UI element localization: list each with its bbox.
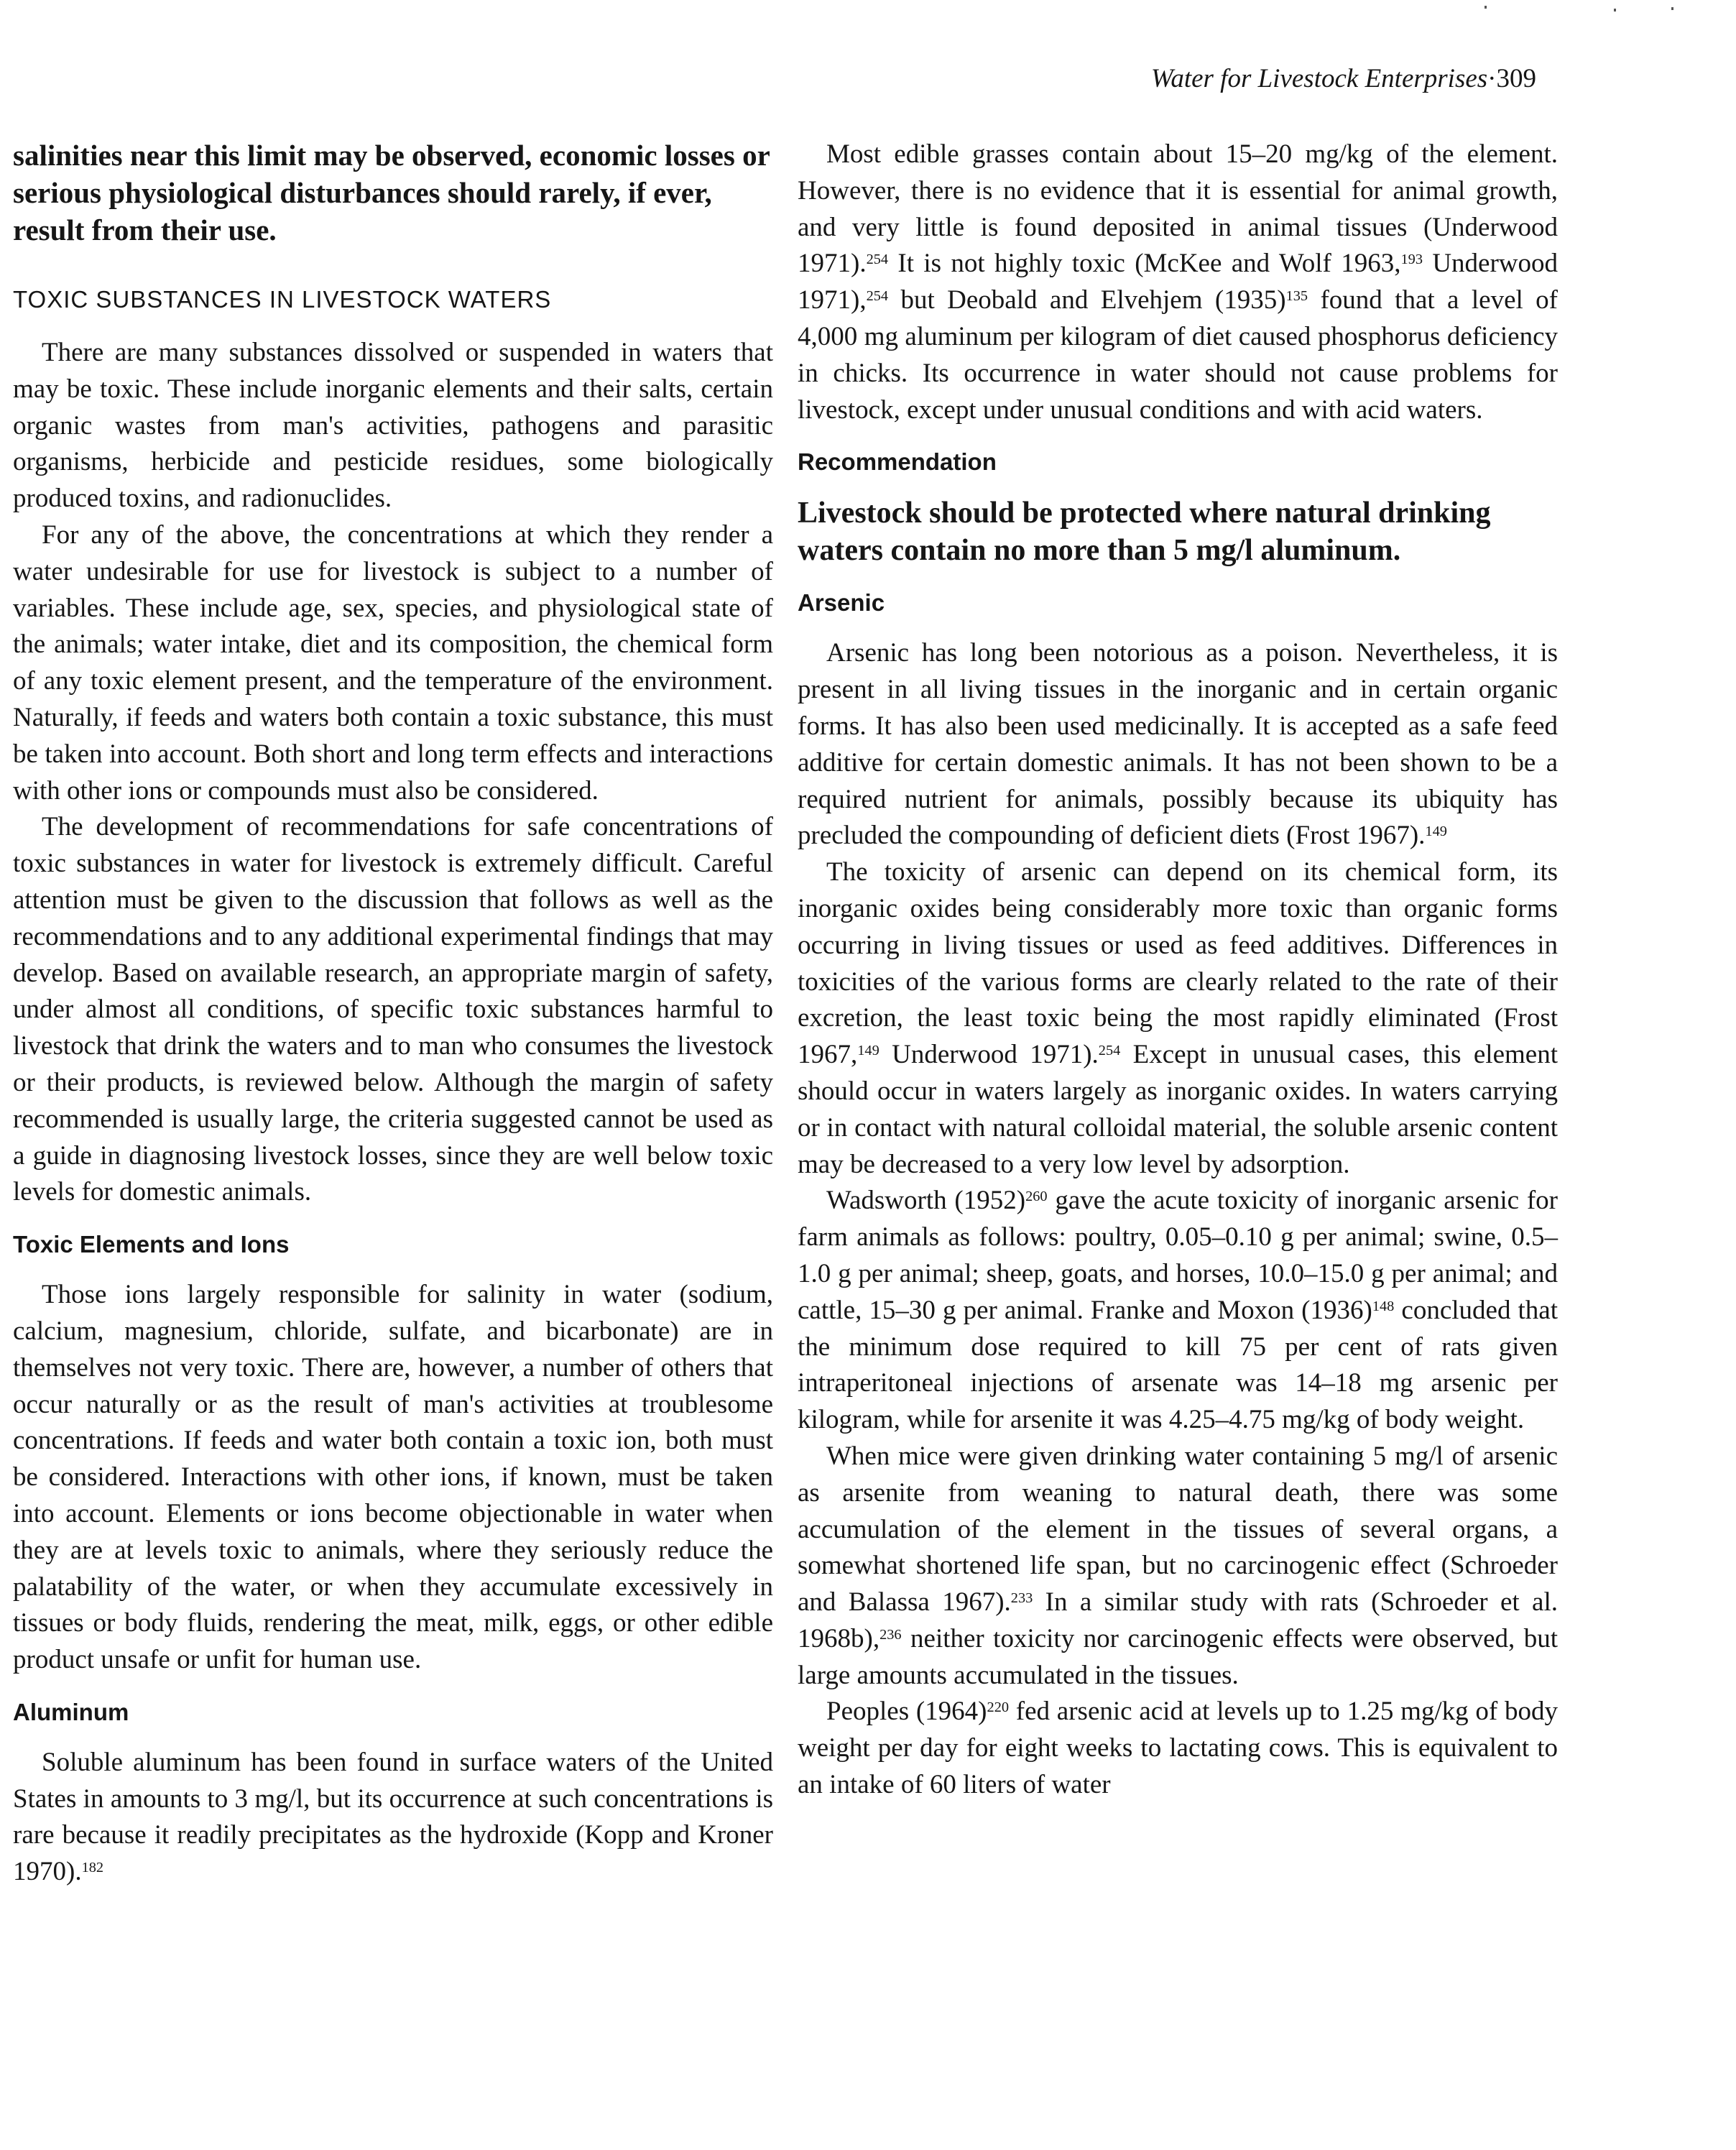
reference-number: 220	[987, 1699, 1010, 1716]
paragraph-text: concluded that the minimum dose required to kill 75 per cent of rats given intraperitoneal injections of arsenate was 14–18 mg arsenic per kilogram, while for arsenite it was 4.25–4.75 mg/kg of body weight.	[798, 1295, 1558, 1435]
scan-speck	[1485, 6, 1487, 9]
reference-number: 260	[1025, 1189, 1048, 1205]
reference-number: 233	[1010, 1590, 1033, 1607]
reference-number: 193	[1400, 252, 1423, 268]
page-number: ·309	[1487, 64, 1536, 93]
paragraph-text: found that a level of 4,000 mg aluminum per kilogram of diet caused phosphorus deficiency in chicks. Its occurrence in water should not cause problems for livestock, except under unusual conditions and with acid waters.	[798, 285, 1558, 425]
reference-number: 148	[1372, 1298, 1395, 1314]
paragraph	[13, 1745, 773, 1891]
section-heading: TOXIC SUBSTANCES IN LIVESTOCK WATERS	[13, 286, 552, 313]
paragraph-text: It is not highly toxic (McKee and Wolf 1963,	[888, 249, 1401, 279]
reference-number: 254	[866, 252, 889, 268]
paragraph	[798, 854, 1558, 1183]
paragraph	[798, 1439, 1558, 1694]
reference-number: 135	[1285, 288, 1308, 305]
paragraph-text: The toxicity of arsenic can depend on its chemical form, its inorganic oxides being considerably more toxic than organic forms occurring in living tissues or used as feed additives. Differences in toxicities of the various forms are clearly related to the rate of their excretion, the least toxic being the most rapidly eliminated (Frost 1967,	[798, 857, 1558, 1070]
right-column	[798, 137, 1558, 1804]
paragraph-text: Underwood 1971).	[879, 1040, 1099, 1070]
paragraph: For any of the above, the concentrations at which they render a water undesirable for use for livestock is subject to a number of variables. These include age, sex, species, and physiological state of the animals; water intake, diet and its composition, the chemical form of any toxic element present, and the temperature of the environment. Naturally, if feeds and waters both contain a toxic substance, this must be taken into account. Both short and long term effects and interactions with other ions or compounds must also be considered.	[13, 520, 773, 806]
paragraph-text: When mice were given drinking water containing 5 mg/l of arsenic as arsenite from weaning to natural death, there was some accumulation of the element in the tissues of several organs, a somewhat shortened life span, but no carcinogenic effect (Schroeder and Balassa 1967).	[798, 1441, 1558, 1618]
subheading-recommendation: Recommendation	[798, 448, 997, 476]
paragraph: Those ions largely responsible for salinity in water (sodium, calcium, magnesium, chloride, sulfate, and bicarbonate) are in themselves not very toxic. There are, however, a number of others that occur naturally or as the result of man's activities at troublesome concentrations. If feeds and water both contain a toxic ion, both must be considered. Interactions with other ions, if known, must be taken into account. Elements or ions become objectionable in water when they are at levels toxic to animals, where they seriously reduce the palatability of the water, or when they accumulate excessively in tissues or body fluids, rendering the meat, milk, eggs, or other edible product unsafe or unfit for human use.	[13, 1280, 773, 1675]
paragraph-text: Peoples (1964)	[826, 1697, 987, 1727]
paragraph-text: In a similar study with rats (Schroeder et al. 1968b),	[798, 1587, 1558, 1653]
paragraph-text: Soluble aluminum has been found in surface waters of the United States in amounts to 3 mg/l, but its occurrence at such concentrations is rare because it readily precipitates as the hydroxide (Kopp and Kroner 1970).	[13, 1747, 773, 1887]
paragraph-text: but Deobald and Elvehjem (1935)	[888, 285, 1286, 315]
intro-bold-paragraph: salinities near this limit may be observed, economic losses or serious physiological disturbances should rarely, if ever, result from their use.	[13, 139, 770, 246]
paragraph-text: Except in unusual cases, this element should occur in waters largely as inorganic oxides. In waters carrying or in contact with natural colloidal material, the soluble arsenic content may be decreased to a very low level by adsorption.	[798, 1040, 1558, 1179]
paragraph-text: Arsenic has long been notorious as a poison. Nevertheless, it is present in all living tissues in the inorganic and in certain organic forms. It has also been used medicinally. It is accepted as a safe feed additive for certain domestic animals. It has not been shown to be a required nutrient for animals, possibly because its ubiquity has precluded the compounding of deficient diets (Frost 1967).	[798, 638, 1558, 851]
scan-specks	[1434, 0, 1736, 22]
recommendation-text: Livestock should be protected where natural drinking waters contain no more than 5 mg/l aluminum.	[798, 497, 1491, 568]
reference-number: 254	[1098, 1043, 1121, 1059]
paragraph-text: neither toxicity nor carcinogenic effects were observed, but large amounts accumulated in the tissues.	[798, 1623, 1558, 1690]
subheading-aluminum: Aluminum	[13, 1698, 129, 1725]
running-header	[1151, 63, 1536, 94]
left-column	[13, 137, 773, 1891]
paragraph: The development of recommendations for safe concentrations of toxic substances in water for livestock is extremely difficult. Careful attention must be given to the discussion that follows as well as the recommendations and to any additional experimental findings that may develop. Based on available research, an appropriate margin of safety, under almost all conditions, of specific toxic substances harmful to livestock that drink the waters and to man who consumes the livestock or their products, is reviewed below. Although the margin of safety recommended is usually large, the criteria suggested cannot be used as a guide in diagnosing livestock losses, since they are well below toxic levels for domestic animals.	[13, 812, 773, 1207]
paragraph-text: fed arsenic acid at levels up to 1.25 mg/kg of body weight per day for eight weeks to lactating cows. This is equivalent to an intake of 60 liters of water	[798, 1697, 1558, 1800]
running-header-title: Water for Livestock Enterprises	[1150, 64, 1488, 93]
reference-number: 182	[81, 1860, 104, 1876]
scan-speck	[1614, 9, 1616, 11]
reference-number: 149	[857, 1043, 879, 1059]
reference-number: 254	[866, 288, 889, 305]
paragraph	[798, 1694, 1558, 1803]
paragraph-text: Most edible grasses contain about 15–20 mg/kg of the element. However, there is no evidence that it is essential for animal growth, and very little is found deposited in animal tissues (Underwood 1971).	[798, 139, 1558, 279]
reference-number: 236	[879, 1626, 902, 1643]
scan-speck	[1671, 7, 1673, 10]
subheading-toxic-elements: Toxic Elements and Ions	[13, 1231, 290, 1258]
reference-number: 149	[1425, 823, 1447, 840]
paragraph	[798, 1183, 1558, 1439]
paragraph	[798, 137, 1558, 428]
paragraph-text: Underwood 1971),	[798, 249, 1559, 315]
paragraph-text: Wadsworth (1952)	[826, 1186, 1026, 1216]
paragraph: There are many substances dissolved or suspended in waters that may be toxic. These include inorganic elements and their salts, certain organic wastes from man's activities, pathogens and parasitic organisms, herbicide and pesticide residues, some biologically produced toxins, and radionuclides.	[13, 338, 773, 514]
paragraph	[798, 635, 1558, 854]
paragraph-text: gave the acute toxicity of inorganic arsenic for farm animals as follows: poultry, 0.05–0.10 g per animal; swine, 0.5–1.0 g per animal; sheep, goats, and horses, 10.0–15.0 g per animal; and cattle, 15–30 g per animal. Franke and Moxon (1936)	[798, 1186, 1558, 1325]
subheading-arsenic: Arsenic	[798, 589, 885, 617]
